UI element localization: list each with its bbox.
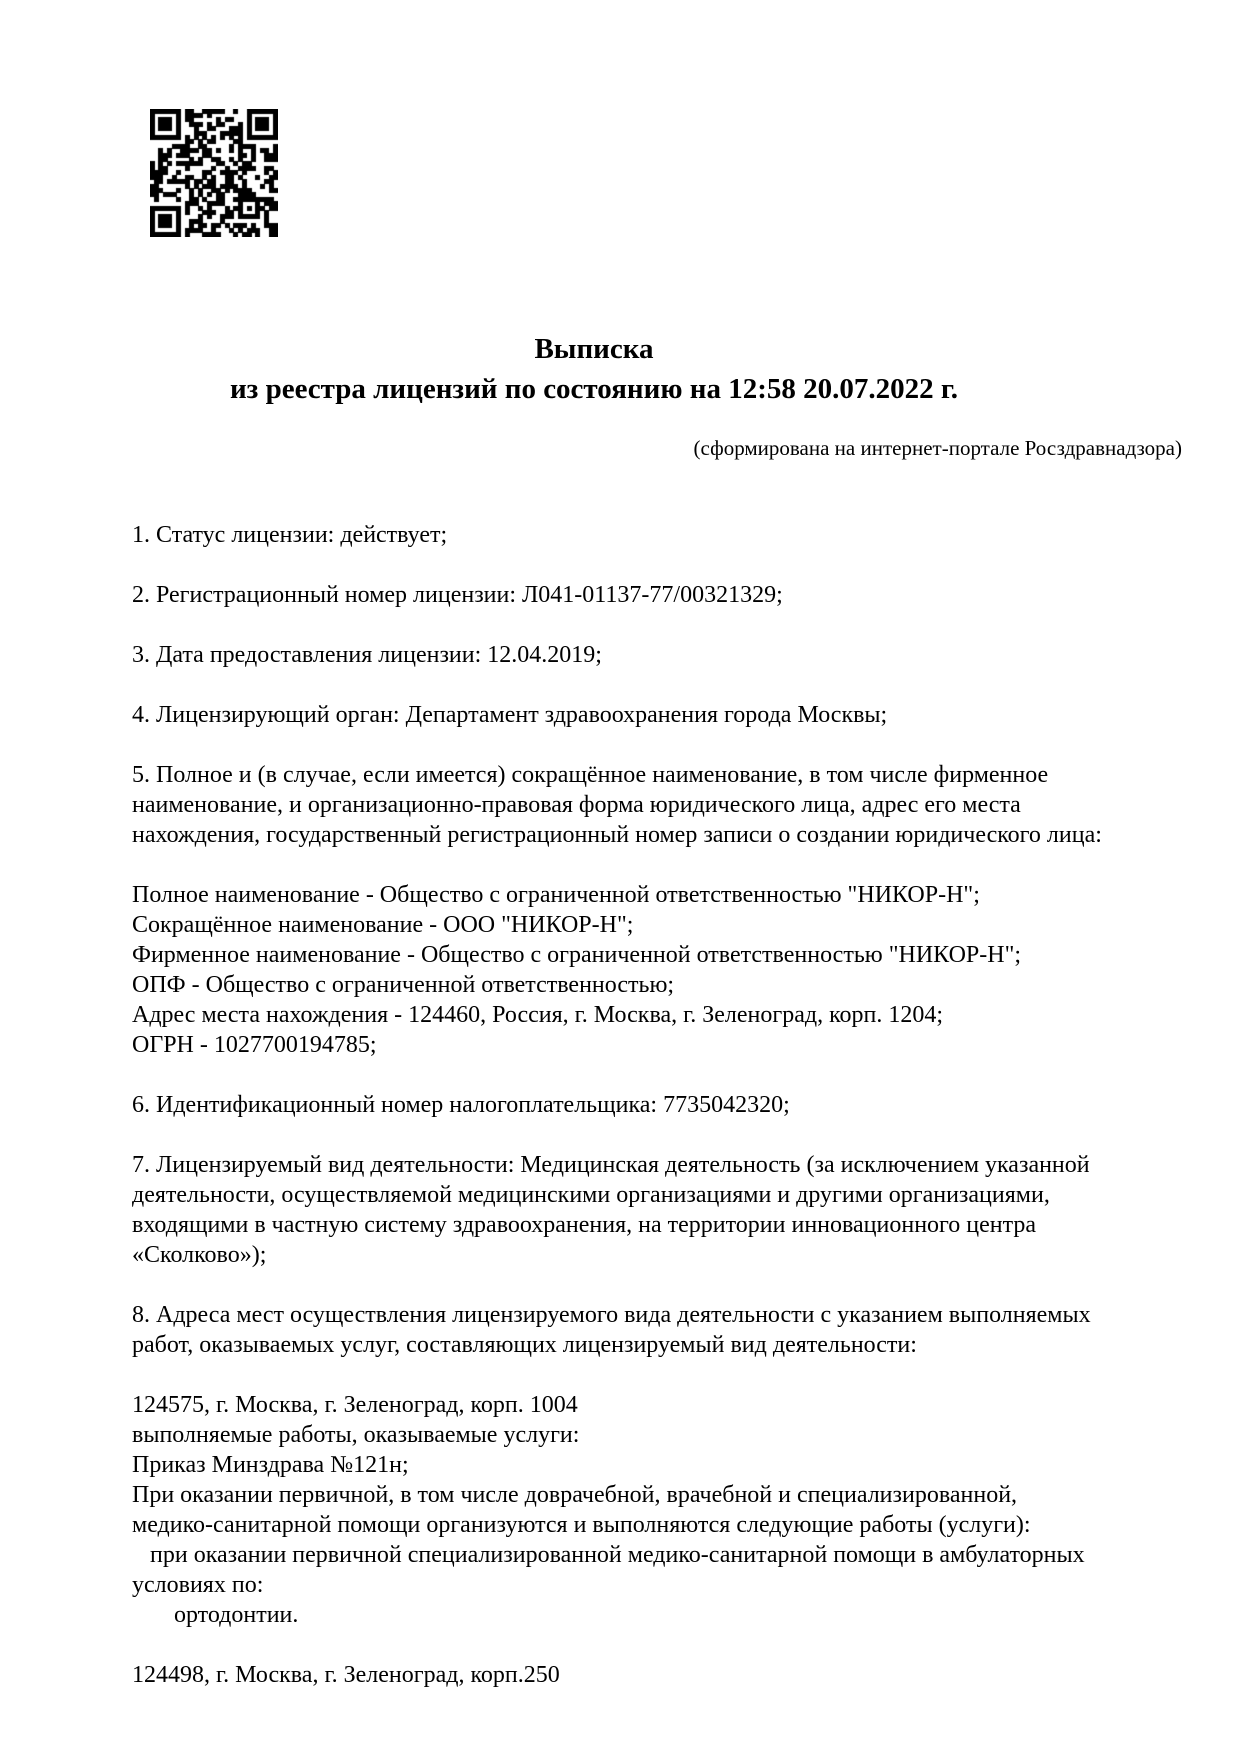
title-line-2: из реестра лицензий по состоянию на 12:58 20.07.2022 г. <box>229 373 959 405</box>
document-line: 1. Статус лицензии: действует; <box>132 522 448 548</box>
document-line: 6. Идентификационный номер налогоплательщика: 7735042320; <box>132 1092 790 1118</box>
document-line: 8. Адреса мест осуществления лицензируемого вида деятельности с указанием выполняемых <box>132 1302 1091 1328</box>
document-line: Адрес места нахождения - 124460, Россия, г. Москва, г. Зеленоград, корп. 1204; <box>132 1002 944 1028</box>
document-line: условиях по: <box>132 1572 264 1598</box>
document-line: 2. Регистрационный номер лицензии: Л041-01137-77/00321329; <box>132 582 783 608</box>
document-subtitle: (сформирована на интернет-портале Росздравнадзора) <box>693 436 1182 460</box>
document-line <box>132 850 1188 880</box>
document-line <box>132 1060 1188 1090</box>
document-line <box>132 1270 1188 1300</box>
document-line: нахождения, государственный регистрационный номер записи о создании юридического лица: <box>132 822 1102 848</box>
document-line: 5. Полное и (в случае, если имеется) сокращённое наименование, в том числе фирменное <box>132 762 1049 788</box>
document-line <box>132 550 1188 580</box>
document-line <box>132 670 1188 700</box>
document-line: выполняемые работы, оказываемые услуги: <box>132 1422 580 1448</box>
document-line <box>132 1120 1188 1150</box>
document-line: Сокращённое наименование - ООО "НИКОР-Н"; <box>132 912 634 938</box>
document-line: Приказ Минздрава №121н; <box>132 1452 409 1478</box>
document-line: 124575, г. Москва, г. Зеленоград, корп. 1004 <box>132 1392 578 1418</box>
document-line <box>132 1630 1188 1660</box>
document-line: ортодонтии. <box>132 1602 299 1628</box>
document-line <box>132 730 1188 760</box>
title-line-1: Выписка <box>534 333 654 365</box>
document-line: деятельности, осуществляемой медицинскими организациями и другими организациями, <box>132 1182 1050 1208</box>
document-line: ОГРН - 1027700194785; <box>132 1032 377 1058</box>
document-line: ОПФ - Общество с ограниченной ответственностью; <box>132 972 675 998</box>
document-line: медико-санитарной помощи организуются и выполняются следующие работы (услуги): <box>132 1512 1031 1538</box>
document-line <box>132 610 1188 640</box>
document-line: 7. Лицензируемый вид деятельности: Медицинская деятельность (за исключением указанной <box>132 1152 1090 1178</box>
document-line: 3. Дата предоставления лицензии: 12.04.2019; <box>132 642 602 668</box>
document-body <box>132 520 1188 1690</box>
document-line: Фирменное наименование - Общество с ограниченной ответственностью "НИКОР-Н"; <box>132 942 1022 968</box>
document-line: При оказании первичной, в том числе доврачебной, врачебной и специализированной, <box>132 1482 1018 1508</box>
document-line: «Сколково»); <box>132 1242 267 1268</box>
document-line: 4. Лицензирующий орган: Департамент здравоохранения города Москвы; <box>132 702 888 728</box>
document-line: при оказании первичной специализированной медико-санитарной помощи в амбулаторных <box>132 1542 1085 1568</box>
document-line: 124498, г. Москва, г. Зеленоград, корп.250 <box>132 1662 560 1688</box>
document-line: работ, оказываемых услуг, составляющих лицензируемый вид деятельности: <box>132 1332 917 1358</box>
document-line <box>132 1360 1188 1390</box>
document-line: Полное наименование - Общество с ограниченной ответственностью "НИКОР-Н"; <box>132 882 980 908</box>
qr-code-icon <box>150 109 278 237</box>
document-line: входящими в частную систему здравоохранения, на территории инновационного центра <box>132 1212 1037 1238</box>
document-title <box>132 329 1182 409</box>
document-line: наименование, и организационно-правовая форма юридического лица, адрес его места <box>132 792 1021 818</box>
